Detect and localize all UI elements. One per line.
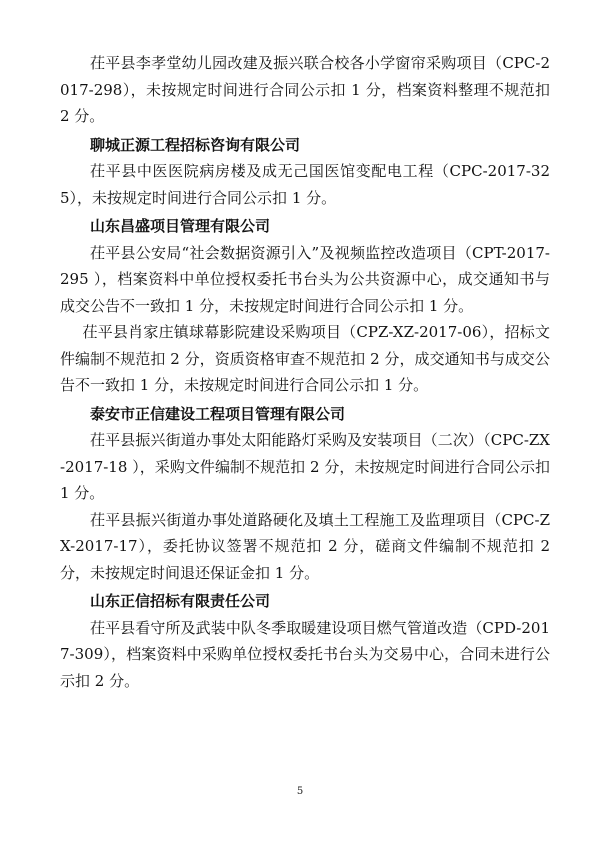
- paragraph-project-295: 茌平县公安局“社会数据资源引入”及视频监控改造项目（CPT-2017-295 ），档案资料中单位授权委托书台头为公共资源中心，成交通知书与成交公告不一致扣 1 分，未按规定时间进行合同公示扣 1 分。: [60, 243, 550, 315]
- paragraph-project-xz-06: 茌平县肖家庄镇球幕影院建设采购项目（CPZ-XZ-2017-06），招标文件编制不规范扣 2 分，资质资格审查不规范扣 2 分，成交通知书与成交公告不一致扣 1 分，未按规定时间进行合同公示扣 1 分。: [60, 323, 550, 394]
- document-body: [60, 50, 550, 694]
- paragraph-project-zx-17: 茌平县振兴街道办事处道路硬化及填土工程施工及监理项目（CPC-ZX-2017-17），委托协议签署不规范扣 2 分，磋商文件编制不规范扣 2 分，未按规定时间退还保证金扣 1 分。: [60, 510, 550, 582]
- company-heading-zhengyuan: 聊城正源工程招标咨询有限公司: [90, 135, 301, 154]
- paragraph-project-zx-18: 茌平县振兴街道办事处太阳能路灯采购及安装项目（二次）（CPC-ZX-2017-18 ），采购文件编制不规范扣 2 分，未按规定时间进行合同公示扣 1 分。: [60, 431, 550, 502]
- paragraph-project-325: 茌平县中医医院病房楼及成无己国医馆变配电工程（CPC-2017-325），未按规定时间进行合同公示扣 1 分。: [60, 162, 550, 207]
- paragraph-project-309: 茌平县看守所及武装中队冬季取暖建设项目燃气管道改造（CPD-2017-309），档案资料中采购单位授权委托书台头为交易中心，合同未进行公示扣 2 分。: [60, 618, 550, 690]
- company-heading-shandong-zhengxin: 山东正信招标有限责任公司: [90, 592, 271, 610]
- paragraph-project-298: 茌平县李孝堂幼儿园改建及振兴联合校各小学窗帘采购项目（CPC-2017-298），未按规定时间进行合同公示扣 1 分，档案资料整理不规范扣 2 分。: [60, 54, 550, 125]
- page-number: 5: [296, 786, 304, 797]
- company-heading-taian-zhengxin: 泰安市正信建设工程项目管理有限公司: [90, 404, 346, 423]
- company-heading-changsheng: 山东昌盛项目管理有限公司: [90, 217, 271, 235]
